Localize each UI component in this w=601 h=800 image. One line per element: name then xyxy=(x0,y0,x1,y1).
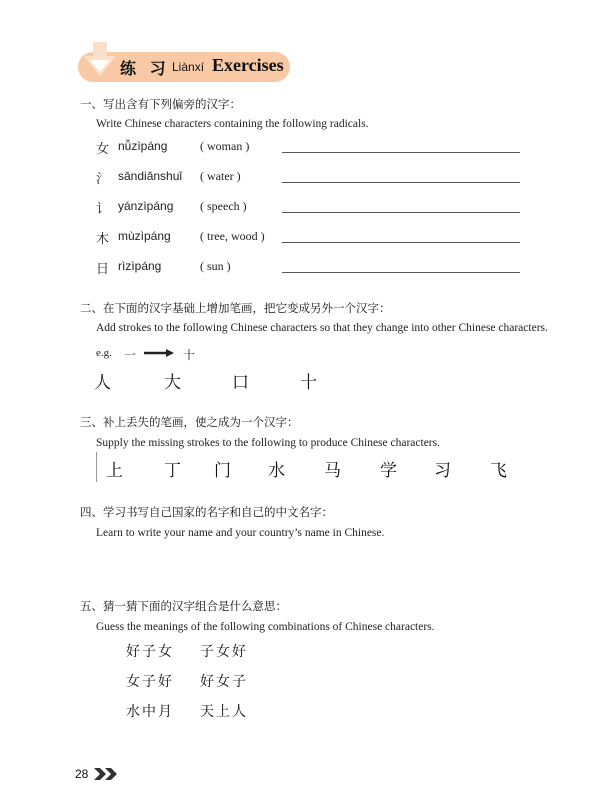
incomplete-char: 上 xyxy=(106,461,123,481)
answer-line[interactable] xyxy=(282,242,520,243)
radical-pinyin: mùzìpáng xyxy=(118,229,171,243)
q5-instruction: Guess the meanings of the following combinations of Chinese characters. xyxy=(96,621,435,633)
incomplete-char: 水 xyxy=(268,461,285,481)
radical-char: 日 xyxy=(96,262,110,277)
incomplete-char: 习 xyxy=(434,461,451,481)
radical-row xyxy=(96,258,526,278)
stroke-char: 大 xyxy=(164,373,181,393)
q2-heading: 二、在下面的汉字基础上增加笔画，把它变成另外一个汉字： xyxy=(80,301,391,315)
q3-instruction: Supply the missing strokes to the following to produce Chinese characters. xyxy=(96,437,440,449)
q4-instruction: Learn to write your name and your country’s name in Chinese. xyxy=(96,527,385,539)
radical-meaning: ( woman ) xyxy=(200,139,250,153)
q1-instruction: Write Chinese characters containing the following radicals. xyxy=(96,118,369,130)
example-to-char: 十 xyxy=(183,348,196,362)
q3-heading: 三、补上丢失的笔画，使之成为一个汉字： xyxy=(80,415,299,429)
combo-item: 女子好 xyxy=(126,674,174,690)
radical-meaning: ( water ) xyxy=(200,169,241,183)
q1-heading: 一、写出含有下列偏旁的汉字： xyxy=(80,97,241,111)
incomplete-char: 飞 xyxy=(490,461,507,481)
radical-pinyin: rìzìpáng xyxy=(118,259,162,273)
radical-meaning: ( tree, wood ) xyxy=(200,229,265,243)
example-from-char: 一 xyxy=(124,348,137,362)
down-arrow-icon xyxy=(84,42,116,82)
section-title-english: Exercises xyxy=(212,55,284,75)
answer-line[interactable] xyxy=(282,182,520,183)
stroke-char: 口 xyxy=(232,373,249,393)
radical-row xyxy=(96,228,526,248)
section-title-chinese: 练 习 xyxy=(120,59,170,78)
section-title-pinyin: Liànxí xyxy=(172,60,205,74)
q2-instruction: Add strokes to the following Chinese characters so that they change into other Chinese characters. xyxy=(96,322,548,334)
answer-line[interactable] xyxy=(282,212,520,213)
radical-char: 讠 xyxy=(96,202,110,217)
q5-heading: 五、猜一猜下面的汉字组合是什么意思： xyxy=(80,599,287,613)
example-label: e.g. xyxy=(96,347,112,359)
incomplete-char: 门 xyxy=(214,461,231,481)
radical-pinyin: nǚzìpáng xyxy=(118,139,168,153)
arrow-right-icon xyxy=(144,348,174,358)
answer-line[interactable] xyxy=(282,152,520,153)
combo-item: 天上人 xyxy=(200,704,248,720)
page-number: 28 xyxy=(75,767,89,781)
radical-row xyxy=(96,138,526,158)
incomplete-char: 学 xyxy=(380,461,397,481)
radical-char: 氵 xyxy=(96,172,110,187)
radical-char: 木 xyxy=(96,232,110,247)
stroke-char: 十 xyxy=(300,373,317,393)
radical-pinyin: yánzìpáng xyxy=(118,199,174,213)
missing-strokes-box xyxy=(96,452,517,482)
radical-meaning: ( sun ) xyxy=(200,259,231,273)
answer-line[interactable] xyxy=(282,272,520,273)
incomplete-char: 马 xyxy=(324,461,341,481)
stroke-char: 人 xyxy=(94,373,111,393)
combo-item: 好女子 xyxy=(200,674,248,690)
double-chevron-right-icon xyxy=(94,768,120,780)
combo-item: 子女好 xyxy=(200,644,248,660)
radical-row xyxy=(96,168,526,188)
combo-item: 水中月 xyxy=(126,704,174,720)
radical-char: 女 xyxy=(96,142,110,157)
radical-meaning: ( speech ) xyxy=(200,199,247,213)
incomplete-char: 丁 xyxy=(164,461,181,481)
radical-row xyxy=(96,198,526,218)
q4-heading: 四、学习书写自己国家的名字和自己的中文名字： xyxy=(80,505,333,519)
radical-pinyin: sāndiǎnshuǐ xyxy=(118,169,183,183)
combo-item: 好子女 xyxy=(126,644,174,660)
